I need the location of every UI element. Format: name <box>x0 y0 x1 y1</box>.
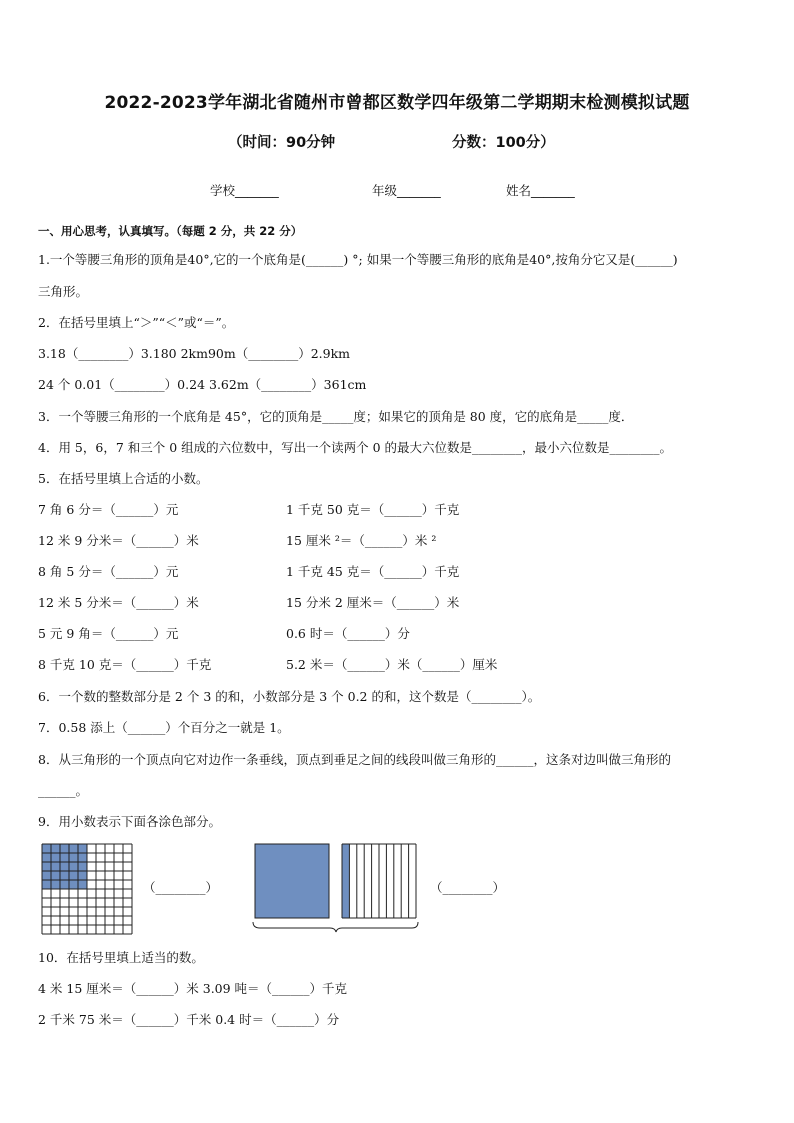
question-5-left-2: 12 米 9 分米＝（______）米 <box>38 533 199 548</box>
question-5-left-1: 7 角 6 分＝（______）元 <box>38 502 179 517</box>
question-5-right-6: 5.2 米＝（______）米（______）厘米 <box>286 657 498 672</box>
question-5-right-2: 15 厘米 ²＝（______）米 ² <box>286 533 437 548</box>
question-10-row-1: 4 米 15 厘米＝（______）米 3.09 吨＝（______）千克 <box>38 981 348 996</box>
question-9: 9．用小数表示下面各涂色部分。 <box>38 814 221 829</box>
question-1-line-1: 1.一个等腰三角形的顶角是40°,它的一个底角是(______) °; 如果一个等腰三角形的底角是40°,按角分它又是(______) <box>38 252 678 267</box>
question-5: 5．在括号里填上合适的小数。 <box>38 471 209 486</box>
question-4: 4．用 5，6，7 和三个 0 组成的六位数中，写出一个读两个 0 的最大六位数是________，最小六位数是________。 <box>38 440 673 455</box>
decimal-strip-figure <box>250 842 425 934</box>
question-2-row-1: 3.18（________）3.180 2km90m（________）2.9km <box>38 346 351 361</box>
name-field[interactable]: 姓名_______ <box>506 183 575 198</box>
question-10: 10．在括号里填上适当的数。 <box>38 950 204 965</box>
school-field[interactable]: 学校_______ <box>210 183 279 198</box>
question-6: 6．一个数的整数部分是 2 个 3 的和，小数部分是 3 个 0.2 的和，这个数是（________）。 <box>38 689 541 704</box>
question-8-line-2: ______。 <box>38 783 89 798</box>
full-square <box>255 844 329 918</box>
question-5-left-3: 8 角 5 分＝（______）元 <box>38 564 179 579</box>
question-10-row-2: 2 千米 75 米＝（______）千米 0.4 时＝（______）分 <box>38 1012 340 1027</box>
question-5-right-5: 0.6 时＝（______）分 <box>286 626 410 641</box>
section-heading: 一、用心思考，认真填写。（每题 2 分，共 22 分） <box>38 224 303 238</box>
grade-field[interactable]: 年级_______ <box>372 183 441 198</box>
question-7: 7．0.58 添上（______）个百分之一就是 1。 <box>38 720 290 735</box>
question-5-left-4: 12 米 5 分米＝（______）米 <box>38 595 199 610</box>
question-5-right-1: 1 千克 50 克＝（______）千克 <box>286 502 460 517</box>
question-9-blank-2: （________） <box>430 880 506 895</box>
question-8-line-1: 8．从三角形的一个顶点向它对边作一条垂线，顶点到垂足之间的线段叫做三角形的______，这条对边叫做三角形的 <box>38 752 671 767</box>
question-3: 3．一个等腰三角形的一个底角是 45°，它的顶角是_____度；如果它的顶角是 80 度，它的底角是_____度． <box>38 409 634 424</box>
exam-title: 2022-2023学年湖北省随州市曾都区数学四年级第二学期期末检测模拟试题 <box>104 93 690 113</box>
question-2-row-2: 24 个 0.01（________）0.24 3.62m（________）361cm <box>38 377 367 392</box>
question-5-right-3: 1 千克 45 克＝（______）千克 <box>286 564 460 579</box>
exam-time: （时间：90分钟 <box>228 135 336 151</box>
brace <box>253 922 418 932</box>
question-9-blank-1: （________） <box>143 880 219 895</box>
question-5-left-5: 5 元 9 角＝（______）元 <box>38 626 179 641</box>
question-5-left-6: 8 千克 10 克＝（______）千克 <box>38 657 212 672</box>
question-5-right-4: 15 分米 2 厘米＝（______）米 <box>286 595 460 610</box>
question-2: 2．在括号里填上“＞”“＜”或“＝”。 <box>38 315 235 330</box>
shaded-strip <box>342 844 349 918</box>
hundred-grid-figure <box>40 842 135 937</box>
exam-score: 分数：100分） <box>452 135 555 151</box>
question-1-line-2: 三角形。 <box>38 284 89 299</box>
shaded-region <box>42 844 87 889</box>
